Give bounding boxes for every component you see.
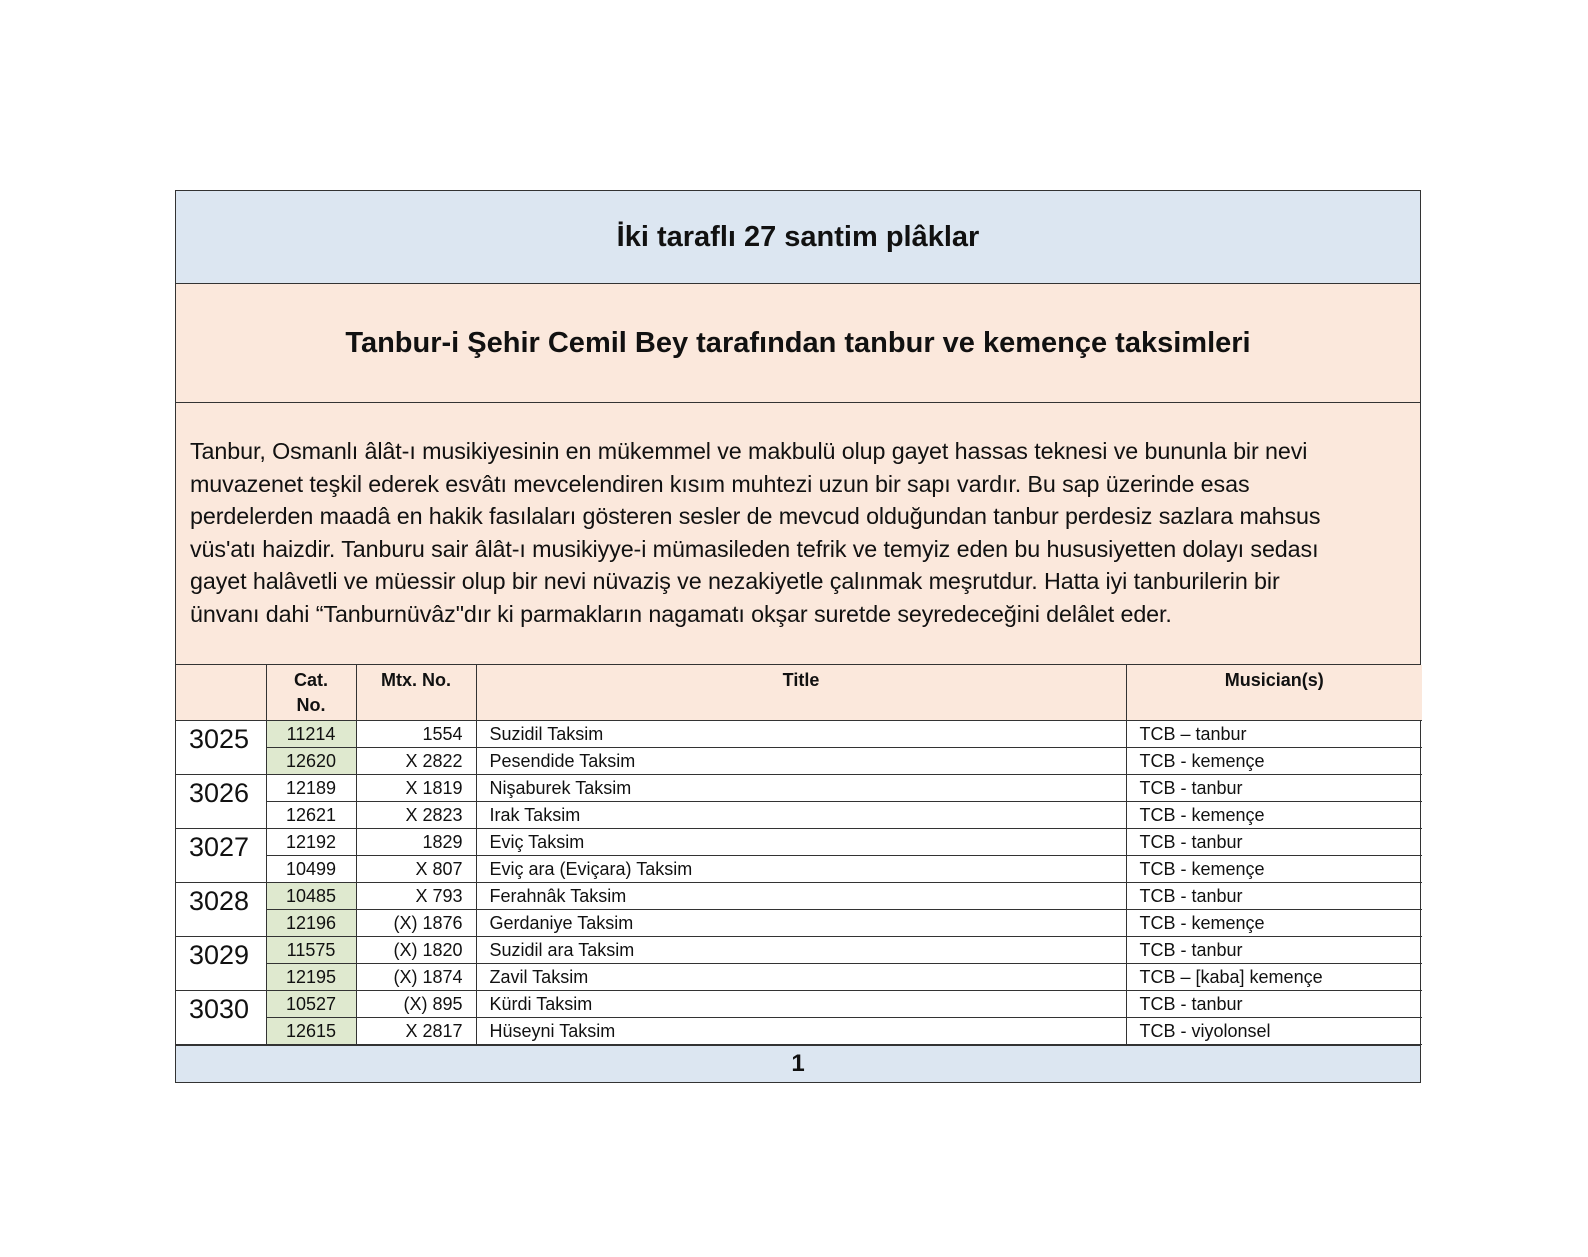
record-title: Irak Taksim [476,802,1126,829]
musician-name: TCB - tanbur [1126,883,1422,910]
matrix-number: X 2823 [356,802,476,829]
record-title: Nişaburek Taksim [476,775,1126,802]
cat-number: 10527 [266,991,356,1018]
record-number-header [176,665,266,721]
musician-name: TCB - tanbur [1126,829,1422,856]
record-title: Suzidil Taksim [476,721,1126,748]
page-number: 1 [176,1045,1420,1082]
section-subtitle: Tanbur-i Şehir Cemil Bey tarafından tanbur ve kemençe taksimleri [176,284,1420,403]
record-title: Ferahnâk Taksim [476,883,1126,910]
table-row [176,721,1422,748]
table-row [176,883,1422,910]
record-number: 3029 [176,937,266,991]
cat-number: 12615 [266,1018,356,1045]
musician-name: TCB - kemençe [1126,802,1422,829]
cat-no-header-line2: No. [296,695,326,715]
musician-name: TCB - tanbur [1126,991,1422,1018]
cat-number: 12189 [266,775,356,802]
record-title: Hüseyni Taksim [476,1018,1126,1045]
cat-number: 12192 [266,829,356,856]
matrix-number: X 2817 [356,1018,476,1045]
cat-no-header-line1: Cat. [293,670,328,690]
record-table [176,665,1422,1045]
record-title: Eviç ara (Eviçara) Taksim [476,856,1126,883]
musician-name: TCB – [kaba] kemençe [1126,964,1422,991]
intro-line: gayet halâvetli ve müessir olup bir nevi nüvaziş ve nezakiyetle çalınmak meşrutdur. Hatta iyi tanburilerin bir [190,568,1280,595]
musician-name: TCB - kemençe [1126,748,1422,775]
mtx-no-header: Mtx. No. [356,665,476,721]
cat-number: 11214 [266,721,356,748]
musician-header: Musician(s) [1126,665,1422,721]
musician-name: TCB - kemençe [1126,856,1422,883]
cat-no-header [266,665,356,721]
intro-line: vüs'atı haizdir. Tanburu sair âlât-ı musikiyye-i mümasileden tefrik ve temyiz eden bu hususiyetten dolayı sedası [190,535,1319,562]
matrix-number: (X) 1820 [356,937,476,964]
record-title: Zavil Taksim [476,964,1126,991]
matrix-number: (X) 1876 [356,910,476,937]
cat-number: 12195 [266,964,356,991]
cat-number: 12620 [266,748,356,775]
cat-number: 12196 [266,910,356,937]
record-number: 3030 [176,991,266,1045]
table-row [176,964,1422,991]
table-row [176,856,1422,883]
matrix-number: X 2822 [356,748,476,775]
table-body [176,721,1422,1045]
matrix-number: (X) 895 [356,991,476,1018]
intro-paragraph [176,403,1420,665]
cat-number: 12621 [266,802,356,829]
musician-name: TCB - tanbur [1126,775,1422,802]
record-title: Eviç Taksim [476,829,1126,856]
musician-name: TCB - kemençe [1126,910,1422,937]
matrix-number: X 793 [356,883,476,910]
record-number: 3025 [176,721,266,775]
intro-line: perdelerden maadâ en hakik fasılaları gösteren sesler de mevcud olduğundan tanbur perdesiz sazlara mahsus [190,503,1321,530]
record-number: 3027 [176,829,266,883]
matrix-number: X 1819 [356,775,476,802]
record-number: 3028 [176,883,266,937]
musician-name: TCB - viyolonsel [1126,1018,1422,1045]
record-title: Gerdaniye Taksim [476,910,1126,937]
matrix-number: X 807 [356,856,476,883]
cat-number: 10499 [266,856,356,883]
matrix-number: 1829 [356,829,476,856]
intro-line: ünvanı dahi “Tanburnüvâz"dır ki parmakların nagamatı okşar suretde seyredeceğini delâlet eder. [190,600,1172,627]
matrix-number: 1554 [356,721,476,748]
cat-number: 11575 [266,937,356,964]
table-row [176,748,1422,775]
title-header: Title [476,665,1126,721]
matrix-number: (X) 1874 [356,964,476,991]
intro-line: Tanbur, Osmanlı âlât-ı musikiyesinin en mükemmel ve makbulü olup gayet hassas teknesi ve bununla bir nevi [190,438,1308,464]
page-title: İki taraflı 27 santim plâklar [176,191,1420,284]
record-title: Suzidil ara Taksim [476,937,1126,964]
table-row [176,802,1422,829]
musician-name: TCB – tanbur [1126,721,1422,748]
intro-line: muvazenet teşkil ederek esvâtı mevcelendiren kısım muhtezi uzun bir sapı vardır. Bu sap üzerinde esas [190,470,1250,497]
cat-number: 10485 [266,883,356,910]
catalog-sheet [175,190,1421,1083]
record-number: 3026 [176,775,266,829]
table-row [176,991,1422,1018]
table-row [176,937,1422,964]
table-row [176,775,1422,802]
record-title: Kürdi Taksim [476,991,1126,1018]
table-row [176,910,1422,937]
musician-name: TCB - tanbur [1126,937,1422,964]
table-header-row [176,665,1422,721]
table-row [176,829,1422,856]
record-title: Pesendide Taksim [476,748,1126,775]
table-row [176,1018,1422,1045]
